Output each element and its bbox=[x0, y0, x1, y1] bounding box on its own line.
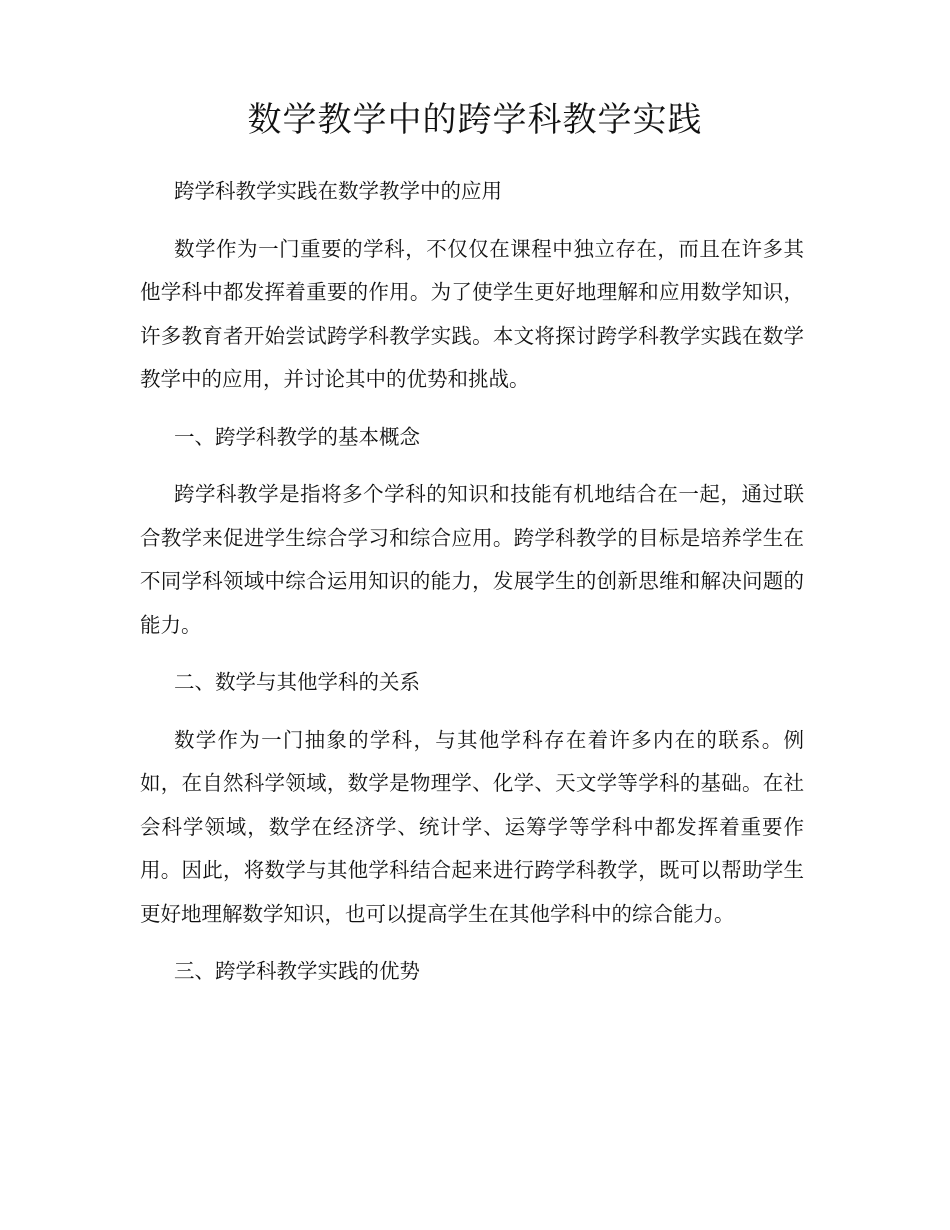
document-body bbox=[140, 170, 804, 1008]
section-1-heading: 一、跨学科教学的基本概念 bbox=[174, 424, 420, 449]
document-title: 数学教学中的跨学科教学实践 bbox=[247, 100, 703, 140]
intro-paragraph: 数学作为一门重要的学科，不仅仅在课程中独立存在，而且在许多其他学科中都发挥着重要的作用。为了使学生更好地理解和应用数学知识，许多教育者开始尝试跨学科教学实践。本文将探讨跨学科教学实践在数学教学中的应用，并讨论其中的优势和挑战。 bbox=[140, 236, 804, 391]
section-3-heading: 三、跨学科教学实践的优势 bbox=[174, 959, 420, 983]
section-1-paragraph: 跨学科教学是指将多个学科的知识和技能有机地结合在一起，通过联合教学来促进学生综合学习和综合应用。跨学科教学的目标是培养学生在不同学科领域中综合运用知识的能力，发展学生的创新思维和解决问题的能力。 bbox=[140, 482, 804, 637]
section-2-heading: 二、数学与其他学科的关系 bbox=[174, 670, 420, 694]
section-2-paragraph: 数学作为一门抽象的学科，与其他学科存在着许多内在的联系。例如，在自然科学领域，数学是物理学、化学、天文学等学科的基础。在社会科学领域，数学在经济学、统计学、运筹学等学科中都发挥着重要作用。因此，将数学与其他学科结合起来进行跨学科教学，既可以帮助学生更好地理解数学知识，也可以提高学生在其他学科中的综合能力。 bbox=[140, 727, 804, 926]
intro-heading: 跨学科教学实践在数学教学中的应用 bbox=[174, 179, 502, 203]
